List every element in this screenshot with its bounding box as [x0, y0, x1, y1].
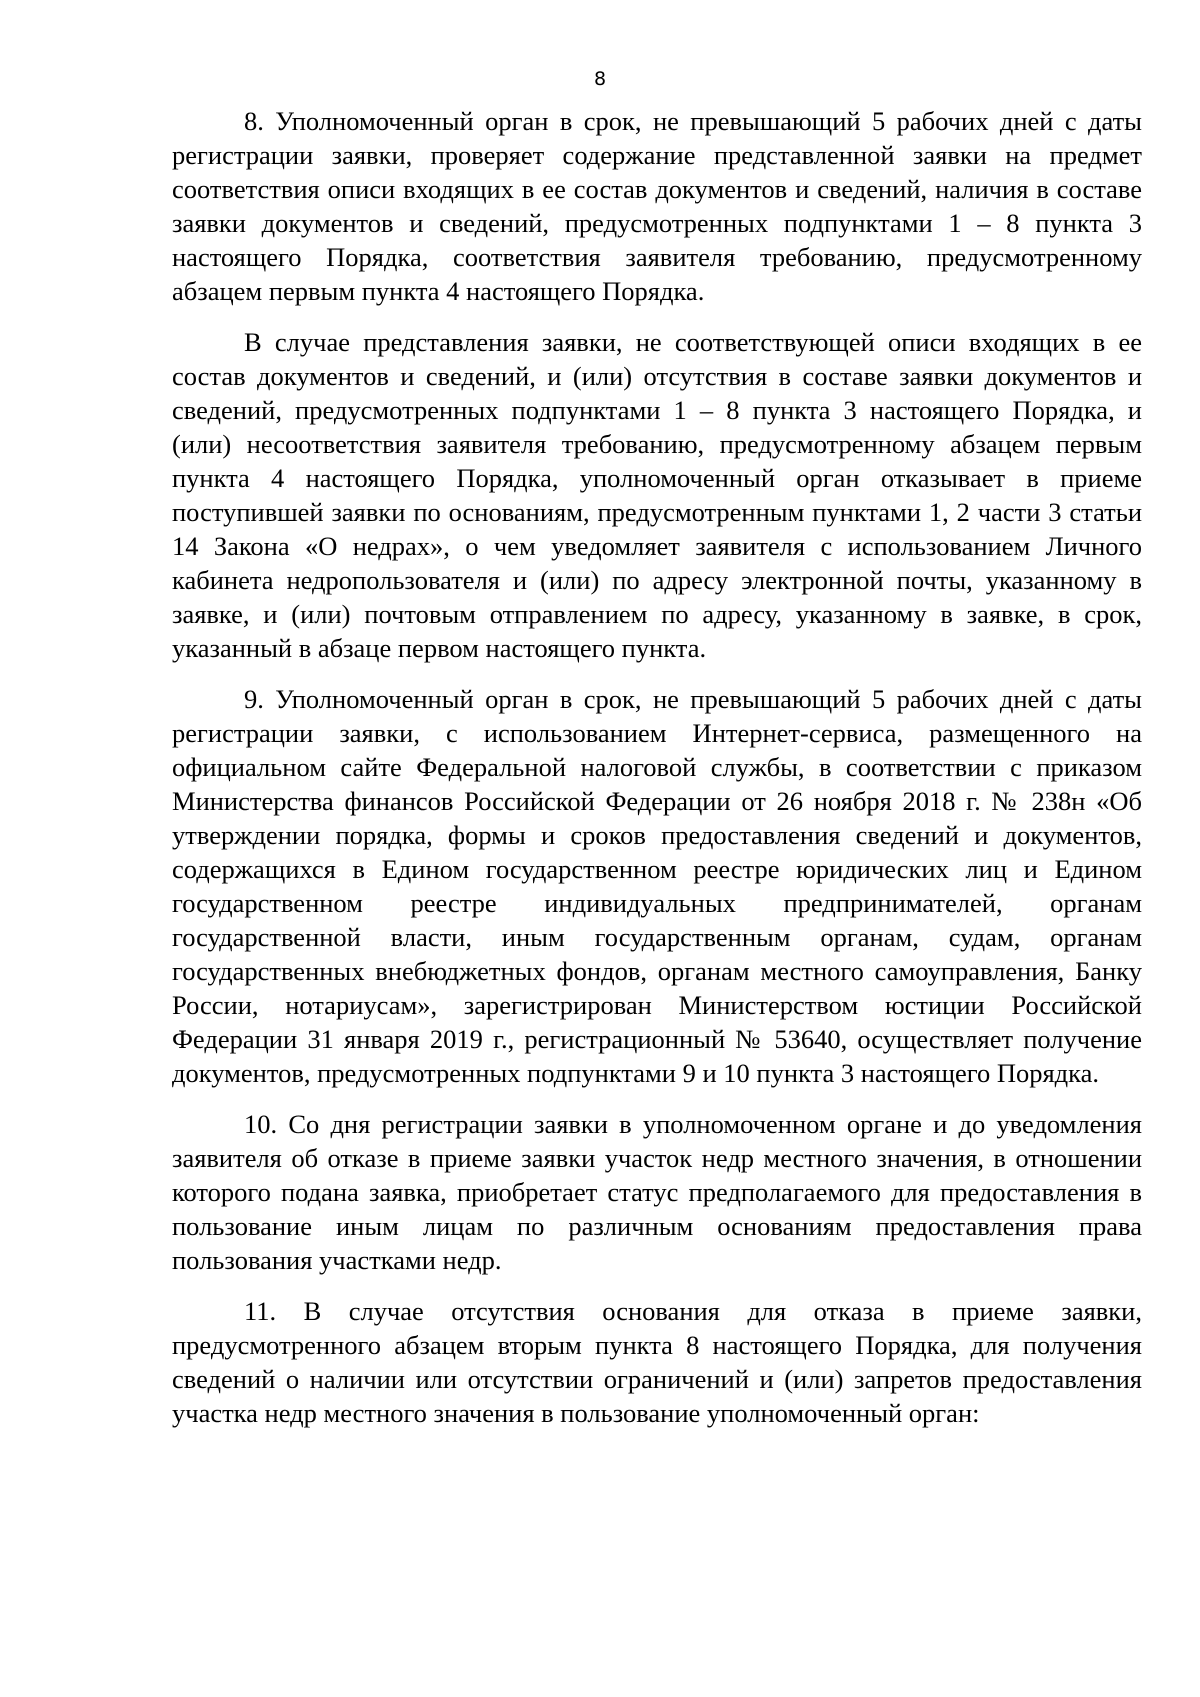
document-body [172, 104, 1142, 1447]
page-number: 8 [593, 68, 607, 90]
paragraph-item-8: 8. Уполномоченный орган в срок, не превышающий 5 рабочих дней с даты регистрации заявки, проверяет содержание представленной заявки на предмет соответствия описи входящих в ее состав документов и сведений, наличия в составе заявки документов и сведений, предусмотренных подпунктами 1 – 8 пункта 3 настоящего Порядка, соответствия заявителя требованию, предусмотренному абзацем первым пункта 4 настоящего Порядка. [172, 106, 1142, 306]
paragraph-item-9: 9. Уполномоченный орган в срок, не превышающий 5 рабочих дней с даты регистрации заявки, с использованием Интернет-сервиса, размещенного на официальном сайте Федеральной налоговой службы, в соответствии с приказом Министерства финансов Российской Федерации от 26 ноября 2018 г. № 238н «Об утверждении порядка, формы и сроков предоставления сведений и документов, содержащихся в Едином государственном реестре юридических лиц и Едином государственном реестре индивидуальных предпринимателей, органам государственной власти, иным государственным органам, судам, органам государственных внебюджетных фондов, органам местного самоуправления, Банку России, нотариусам», зарегистрирован Министерством юстиции Российской Федерации 31 января 2019 г., регистрационный № 53640, осуществляет получение документов, предусмотренных подпунктами 9 и 10 пункта 3 настоящего Порядка. [172, 684, 1142, 1088]
paragraph-item-8-refusal: В случае представления заявки, не соответствующей описи входящих в ее состав документов и сведений, и (или) отсутствия в составе заявки документов и сведений, предусмотренных подпунктами 1 – 8 пункта 3 настоящего Порядка, и (или) несоответствия заявителя требованию, предусмотренному абзацем первым пункта 4 настоящего Порядка, уполномоченный орган отказывает в приеме поступившей заявки по основаниям, предусмотренным пунктами 1, 2 части 3 статьи 14 Закона «О недрах», о чем уведомляет заявителя с использованием Личного кабинета недропользователя и (или) по адресу электронной почты, указанному в заявке, и (или) почтовым отправлением по адресу, указанному в заявке, в срок, указанный в абзаце первом настоящего пункта. [172, 327, 1142, 663]
paragraph-item-10: 10. Со дня регистрации заявки в уполномоченном органе и до уведомления заявителя об отказе в приеме заявки участок недр местного значения, в отношении которого подана заявка, приобретает статус предполагаемого для предоставления в пользование иным лицам по различным основаниям предоставления права пользования участками недр. [172, 1109, 1142, 1275]
paragraph-item-11: 11. В случае отсутствия основания для отказа в приеме заявки, предусмотренного абзацем вторым пункта 8 настоящего Порядка, для получения сведений о наличии или отсутствии ограничений и (или) запретов предоставления участка недр местного значения в пользование уполномоченный орган: [172, 1296, 1142, 1428]
